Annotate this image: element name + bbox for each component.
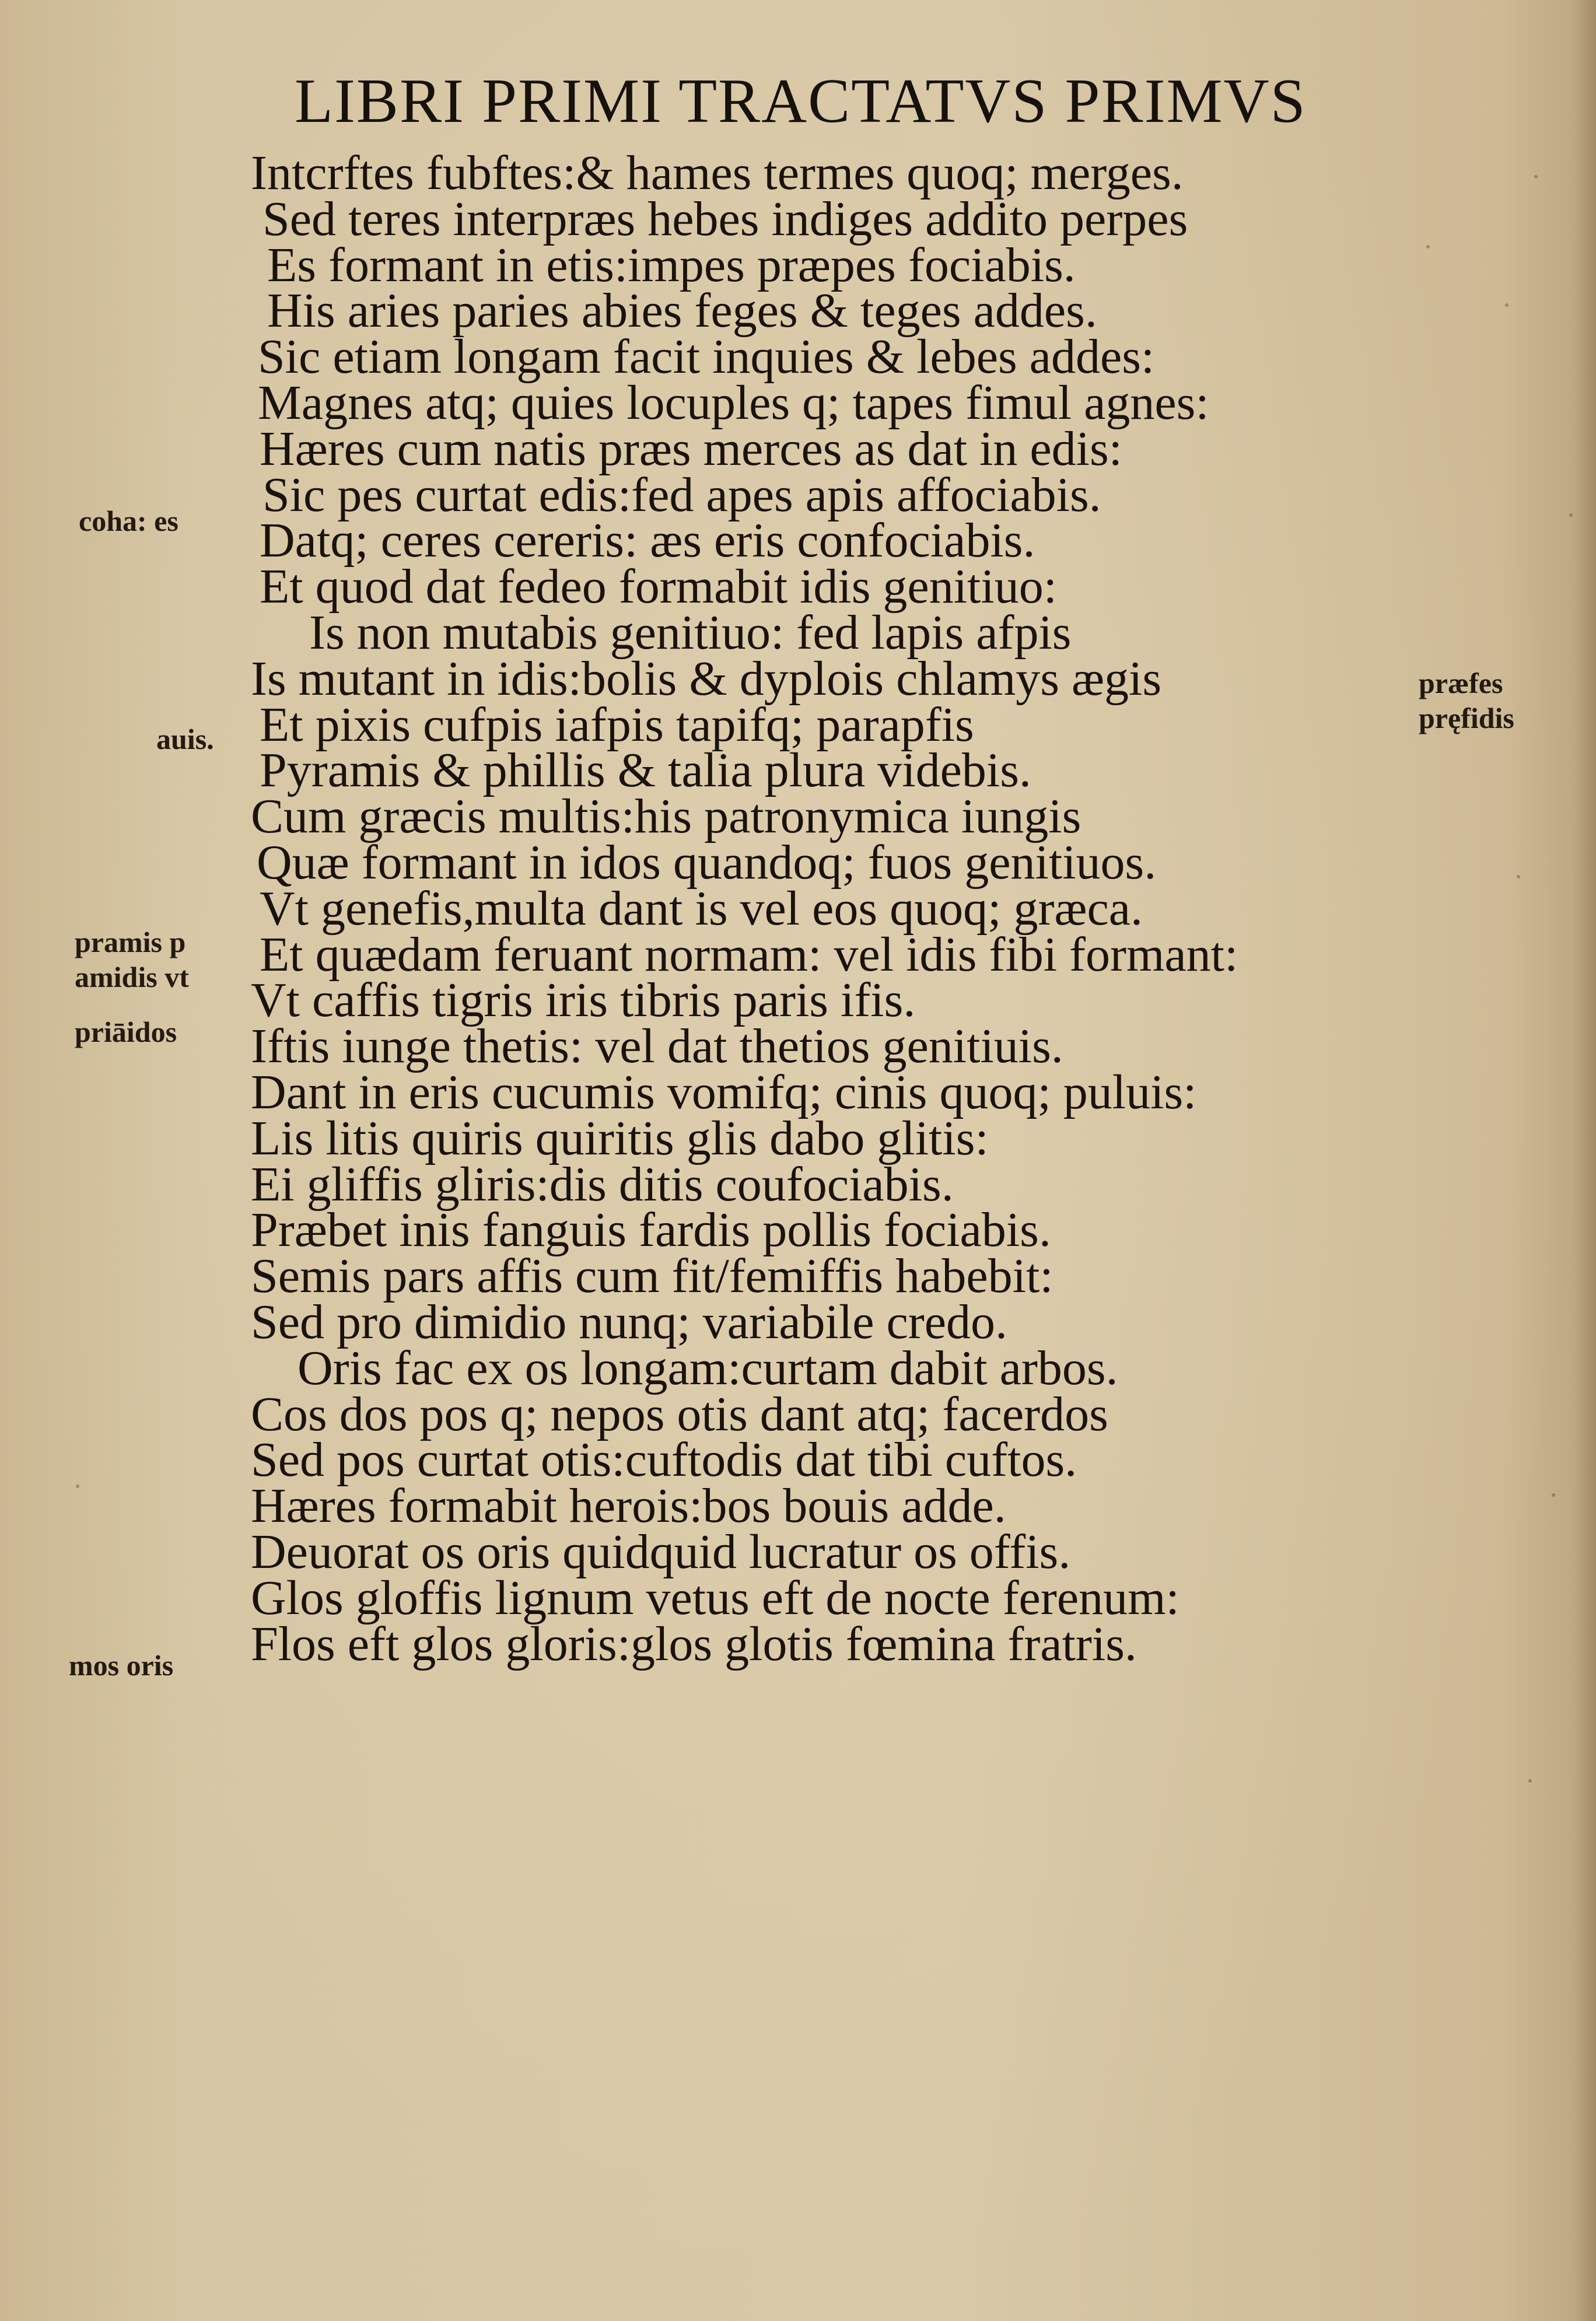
verse-line: Iftis iunge thetis: vel dat thetios genitiuis. bbox=[251, 1019, 1063, 1074]
verse-line: Sed teres interpræs hebes indiges addito perpes bbox=[262, 191, 1188, 246]
ink-speck bbox=[1426, 245, 1430, 248]
verse-line: Sic etiam longam facit inquies & lebes addes: bbox=[258, 330, 1155, 384]
verse-line: Ei gliffis gliris:dis ditis coufociabis. bbox=[251, 1157, 954, 1212]
ink-speck bbox=[76, 1485, 79, 1488]
verse-line: Flos eft glos gloris:glos glotis fœmina fratris. bbox=[251, 1616, 1137, 1671]
page-edge-shadow bbox=[1573, 0, 1596, 2321]
verse-line: Semis pars affis cum fit/femiffis habebit: bbox=[251, 1249, 1054, 1304]
margin-note: auis. bbox=[156, 723, 214, 755]
ink-speck bbox=[1528, 1779, 1532, 1783]
verse-line: Quæ formant in idos quandoq; fuos genitiuos. bbox=[257, 835, 1157, 890]
verse-line: Is mutant in idis:bolis & dyplois chlamys ægis bbox=[251, 651, 1162, 706]
verse-line: Cos dos pos q; nepos otis dant atq; facerdos bbox=[251, 1387, 1108, 1441]
ink-speck bbox=[1517, 875, 1520, 878]
verse-line: Et quædam feruant normam: vel idis fibi formant: bbox=[260, 927, 1238, 982]
verse-line: Cum græcis multis:his patronymica iungis bbox=[251, 789, 1082, 844]
verse-line: Pyramis & phillis & talia plura videbis. bbox=[260, 743, 1031, 798]
verse-line: Præbet inis fanguis fardis pollis fociabis. bbox=[251, 1203, 1051, 1258]
verse-line: Es formant in etis:impes præpes fociabis. bbox=[267, 237, 1076, 292]
margin-note: priāidos bbox=[75, 1016, 177, 1048]
verse-line: Oris fac ex os longam:curtam dabit arbos. bbox=[298, 1340, 1118, 1395]
verse-line: Is non mutabis genitiuo: fed lapis afpis bbox=[309, 605, 1072, 660]
verse-line: Datq; ceres cereris: æs eris confociabis. bbox=[260, 513, 1035, 568]
verse-text-block bbox=[251, 146, 1312, 1671]
ink-speck bbox=[1552, 1493, 1555, 1497]
margin-note: amidis vt bbox=[75, 961, 189, 993]
margin-note: mos oris bbox=[69, 1649, 174, 1682]
verse-line: Hæres formabit herois:bos bouis adde. bbox=[251, 1479, 1006, 1534]
verse-line: Glos gloffis lignum vetus eft de nocte ferenum: bbox=[251, 1570, 1180, 1625]
verse-line: Intcrftes fubftes:& hames termes quoq; merges. bbox=[251, 146, 1184, 200]
margin-note: præfes bbox=[1419, 667, 1503, 699]
verse-line: Deuorat os oris quidquid lucratur os offis. bbox=[251, 1524, 1071, 1579]
verse-line: Et pixis cufpis iafpis tapifq; parapfis bbox=[260, 697, 974, 752]
verse-line: Magnes atq; quies locuples q; tapes fimul agnes: bbox=[258, 375, 1209, 430]
margin-note: pramis p bbox=[75, 926, 186, 958]
verse-line: Sed pos curtat otis:cuftodis dat tibi cuftos. bbox=[251, 1433, 1077, 1487]
verse-line: Dant in eris cucumis vomifq; cinis quoq; puluis: bbox=[251, 1065, 1197, 1119]
verse-line: Vt genefis,multa dant is vel eos quoq; græca. bbox=[260, 881, 1143, 936]
verse-line: Sed pro dimidio nunq; variabile credo. bbox=[251, 1294, 1008, 1349]
verse-line: Vt caffis tigris iris tibris paris ifis. bbox=[251, 973, 916, 1028]
verse-line: Lis litis quiris quiritis glis dabo glitis: bbox=[251, 1111, 989, 1165]
verse-line: His aries paries abies feges & teges addes. bbox=[267, 283, 1097, 338]
running-head: LIBRI PRIMI TRACTATVS PRIMVS bbox=[295, 66, 1307, 136]
margin-note: coha: es bbox=[79, 505, 178, 537]
verse-line: Sic pes curtat edis:fed apes apis affociabis. bbox=[262, 467, 1101, 522]
verse-line: Et quod dat fedeo formabit idis genitiuo: bbox=[260, 559, 1058, 614]
ink-speck bbox=[1505, 303, 1508, 307]
margin-note: pręfidis bbox=[1419, 702, 1514, 734]
ink-speck bbox=[1569, 513, 1573, 517]
ink-speck bbox=[1534, 175, 1538, 178]
verse-line: Hæres cum natis præs merces as dat in edis: bbox=[260, 421, 1123, 476]
